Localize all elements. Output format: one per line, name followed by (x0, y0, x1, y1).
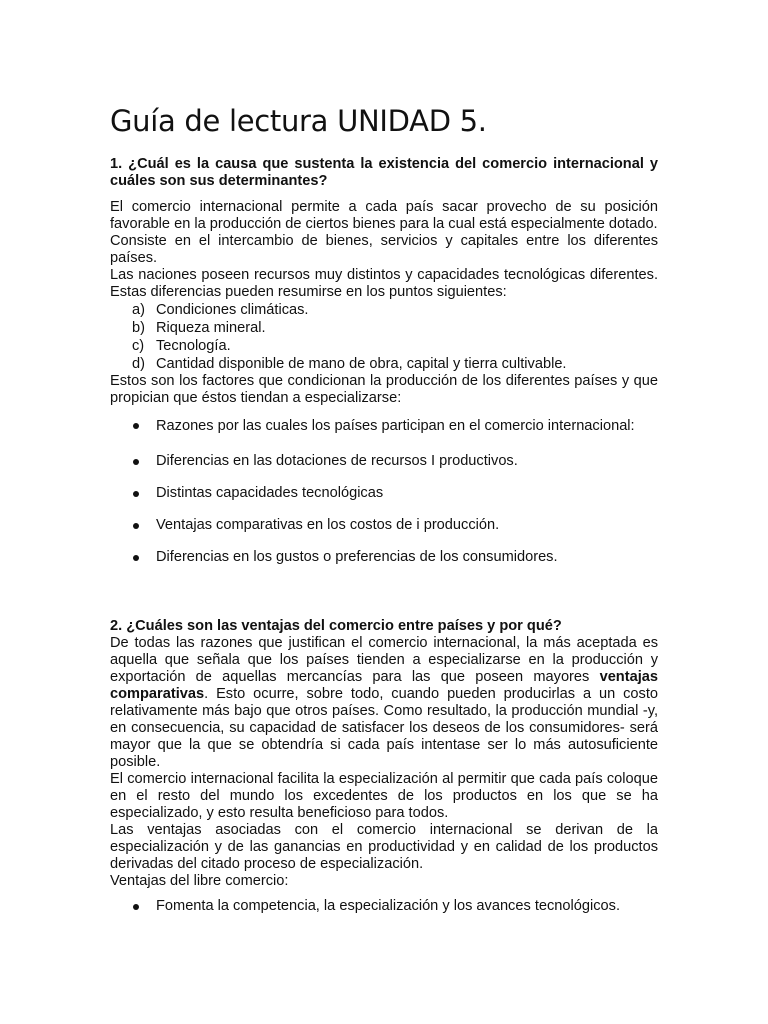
question-2-heading: 2. ¿Cuáles son las ventajas del comercio entre países y por qué? (110, 618, 562, 634)
bullet-item (110, 898, 658, 915)
bullet-text: Diferencias en las dotaciones de recursos I productivos. (156, 453, 518, 469)
bullet-text: Fomenta la competencia, la especialización y los avances tecnológicos. (156, 897, 621, 914)
q1-paragraph-1: El comercio internacional permite a cada país sacar provecho de su posición favorable en la producción de ciertos bienes para la cual está especialmente dotado. (110, 199, 658, 232)
question-1-body (110, 199, 658, 566)
bullet-icon (133, 491, 139, 497)
advantages-bullet-list (110, 898, 658, 915)
list-item-text: Tecnología. (156, 338, 231, 354)
list-item (110, 301, 658, 319)
bullet-icon (133, 555, 139, 561)
q1-paragraph-3: Las naciones poseen recursos muy distintos y capacidades tecnológicas diferentes. Estas diferencias pueden resumirse en los puntos siguientes: (110, 267, 658, 300)
ventajas-comparativas-term: ventajas comparativas (110, 668, 658, 702)
bullet-icon (133, 523, 139, 529)
q2-paragraph-2: El comercio internacional facilita la especialización al permitir que cada país coloque en el resto del mundo los excedentes de los productos en los que se ha especializado, y esto resulta beneficioso para todos. (110, 770, 658, 821)
list-marker: b) (132, 320, 145, 336)
factors-list (110, 301, 658, 373)
q2-paragraph-3: Las ventajas asociadas con el comercio internacional se derivan de la especialización y de las ganancias en productividad y en calidad de los productos derivadas del citado proceso de especialización. (110, 821, 658, 872)
question-2-body (110, 618, 658, 915)
bullet-text: Distintas capacidades tecnológicas (156, 485, 384, 501)
bullet-item (110, 517, 658, 534)
q2-paragraph-1 (110, 635, 658, 771)
bullet-item (110, 485, 658, 502)
q2-paragraph-1-text: De todas las razones que justifican el comercio internacional, la más aceptada es aquella que señala que los países tienden a especializarse en la producción y exportación de aquellas mercancías para las que poseen mayores (110, 634, 658, 685)
bullet-icon (133, 423, 139, 429)
list-item-text: Condiciones climáticas. (156, 302, 309, 318)
bullet-icon (133, 459, 139, 465)
bullet-item (110, 453, 658, 470)
list-item (110, 355, 658, 373)
bullet-item (110, 549, 658, 566)
bullet-text: Ventajas comparativas en los costos de i producción. (156, 517, 500, 533)
list-item-text: Riqueza mineral. (156, 320, 266, 336)
q1-paragraph-4: Estos son los factores que condicionan la producción de los diferentes países y que propician que éstos tiendan a especializarse: (110, 373, 658, 406)
bullet-icon (133, 904, 139, 910)
bullet-item (110, 414, 658, 438)
list-marker: d) (132, 356, 145, 372)
q1-paragraph-2: Consiste en el intercambio de bienes, servicios y capitales entre los diferentes países. (110, 233, 658, 266)
question-1-heading: 1. ¿Cuál es la causa que sustenta la existencia del comercio internacional y cuáles son sus determinantes? (110, 156, 658, 189)
reasons-bullet-list (110, 414, 658, 566)
list-item (110, 337, 658, 355)
q2-paragraph-1-text-end: . Esto ocurre, sobre todo, cuando pueden producirlas a un costo relativamente más bajo que otros países. Como resultado, la producción mundial -y, en consecuencia, su capacidad de satisfacer los deseos de los consumidores- será mayor que la que se obtendría si cada país intentase ser lo más autosuficiente posible. (110, 685, 658, 770)
list-marker: c) (132, 338, 145, 354)
list-item-text: Cantidad disponible de mano de obra, capital y tierra cultivable. (156, 356, 567, 372)
q2-paragraph-4: Ventajas del libre comercio: (110, 872, 289, 889)
list-item (110, 319, 658, 337)
list-marker: a) (132, 302, 145, 318)
bullet-text: Diferencias en los gustos o preferencias de los consumidores. (156, 549, 558, 565)
page-title: Guía de lectura UNIDAD 5. (110, 104, 487, 138)
bullet-text: Razones por las cuales los países participan en el comercio internacional: (156, 418, 635, 434)
